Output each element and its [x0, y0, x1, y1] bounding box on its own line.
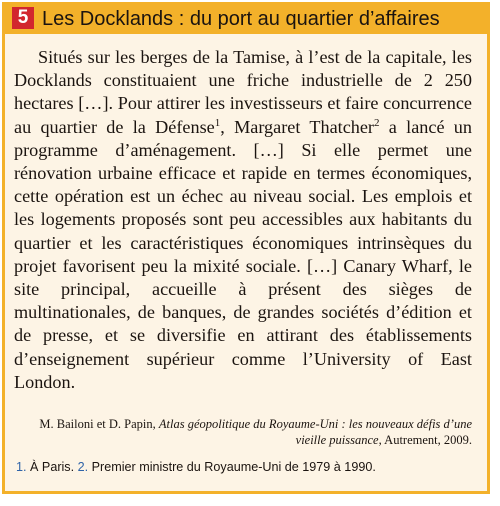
body-text-part1: Situés sur les berges de la Tamise, à l’est de la capitale, les Docklands constituaient une friche industrielle de 2 250 hectares […]. Pour attirer les investisseurs et faire concurrence au quartier de la Défense [14, 47, 472, 137]
document-title: Les Docklands : du port au quartier d’affaires [42, 8, 440, 30]
footnote-2-text: Premier ministre du Royaume-Uni de 1979 à 1990. [88, 460, 376, 474]
document-number: 5 [12, 7, 34, 29]
footnote-1-text: À Paris. [26, 460, 78, 474]
body-text [14, 46, 472, 394]
footnote-1-number: 1. [16, 460, 27, 474]
source-publisher: , Autrement, 2009. [378, 433, 472, 447]
body-text-part2: , Margaret Thatcher [220, 116, 374, 137]
source-book-title: Atlas géopolitique du Royaume-Uni : les nouveaux défis d’une vieille puissance [158, 417, 472, 447]
footnote-ref-2: 2 [374, 116, 380, 129]
source-citation [24, 416, 472, 448]
footnote-2-number: 2. [77, 460, 89, 474]
source-authors: M. Bailoni et D. Papin, [39, 417, 159, 431]
body-text-part3: a lancé un programme d’aménagement. […] Si elle permet une rénovation urbaine efficace et rapide en termes économiques, cette opération est un échec au niveau social. Les emplois et les logements proposés sont peu accessibles aux habitants du quartier et les caractéristiques économiques intrinsèques du projet favorisent peu la mixité sociale. […] Canary Wharf, le site principal, accueille à présent des sièges de multinationales, de banques, de grandes sociétés d’édition et de presse, et se diversifie en attirant des établissements d’enseignement supérieur comme l’University of East London. [14, 116, 472, 392]
footnotes [16, 459, 476, 475]
document-header [2, 2, 490, 34]
footnote-ref-1: 1 [214, 116, 221, 129]
